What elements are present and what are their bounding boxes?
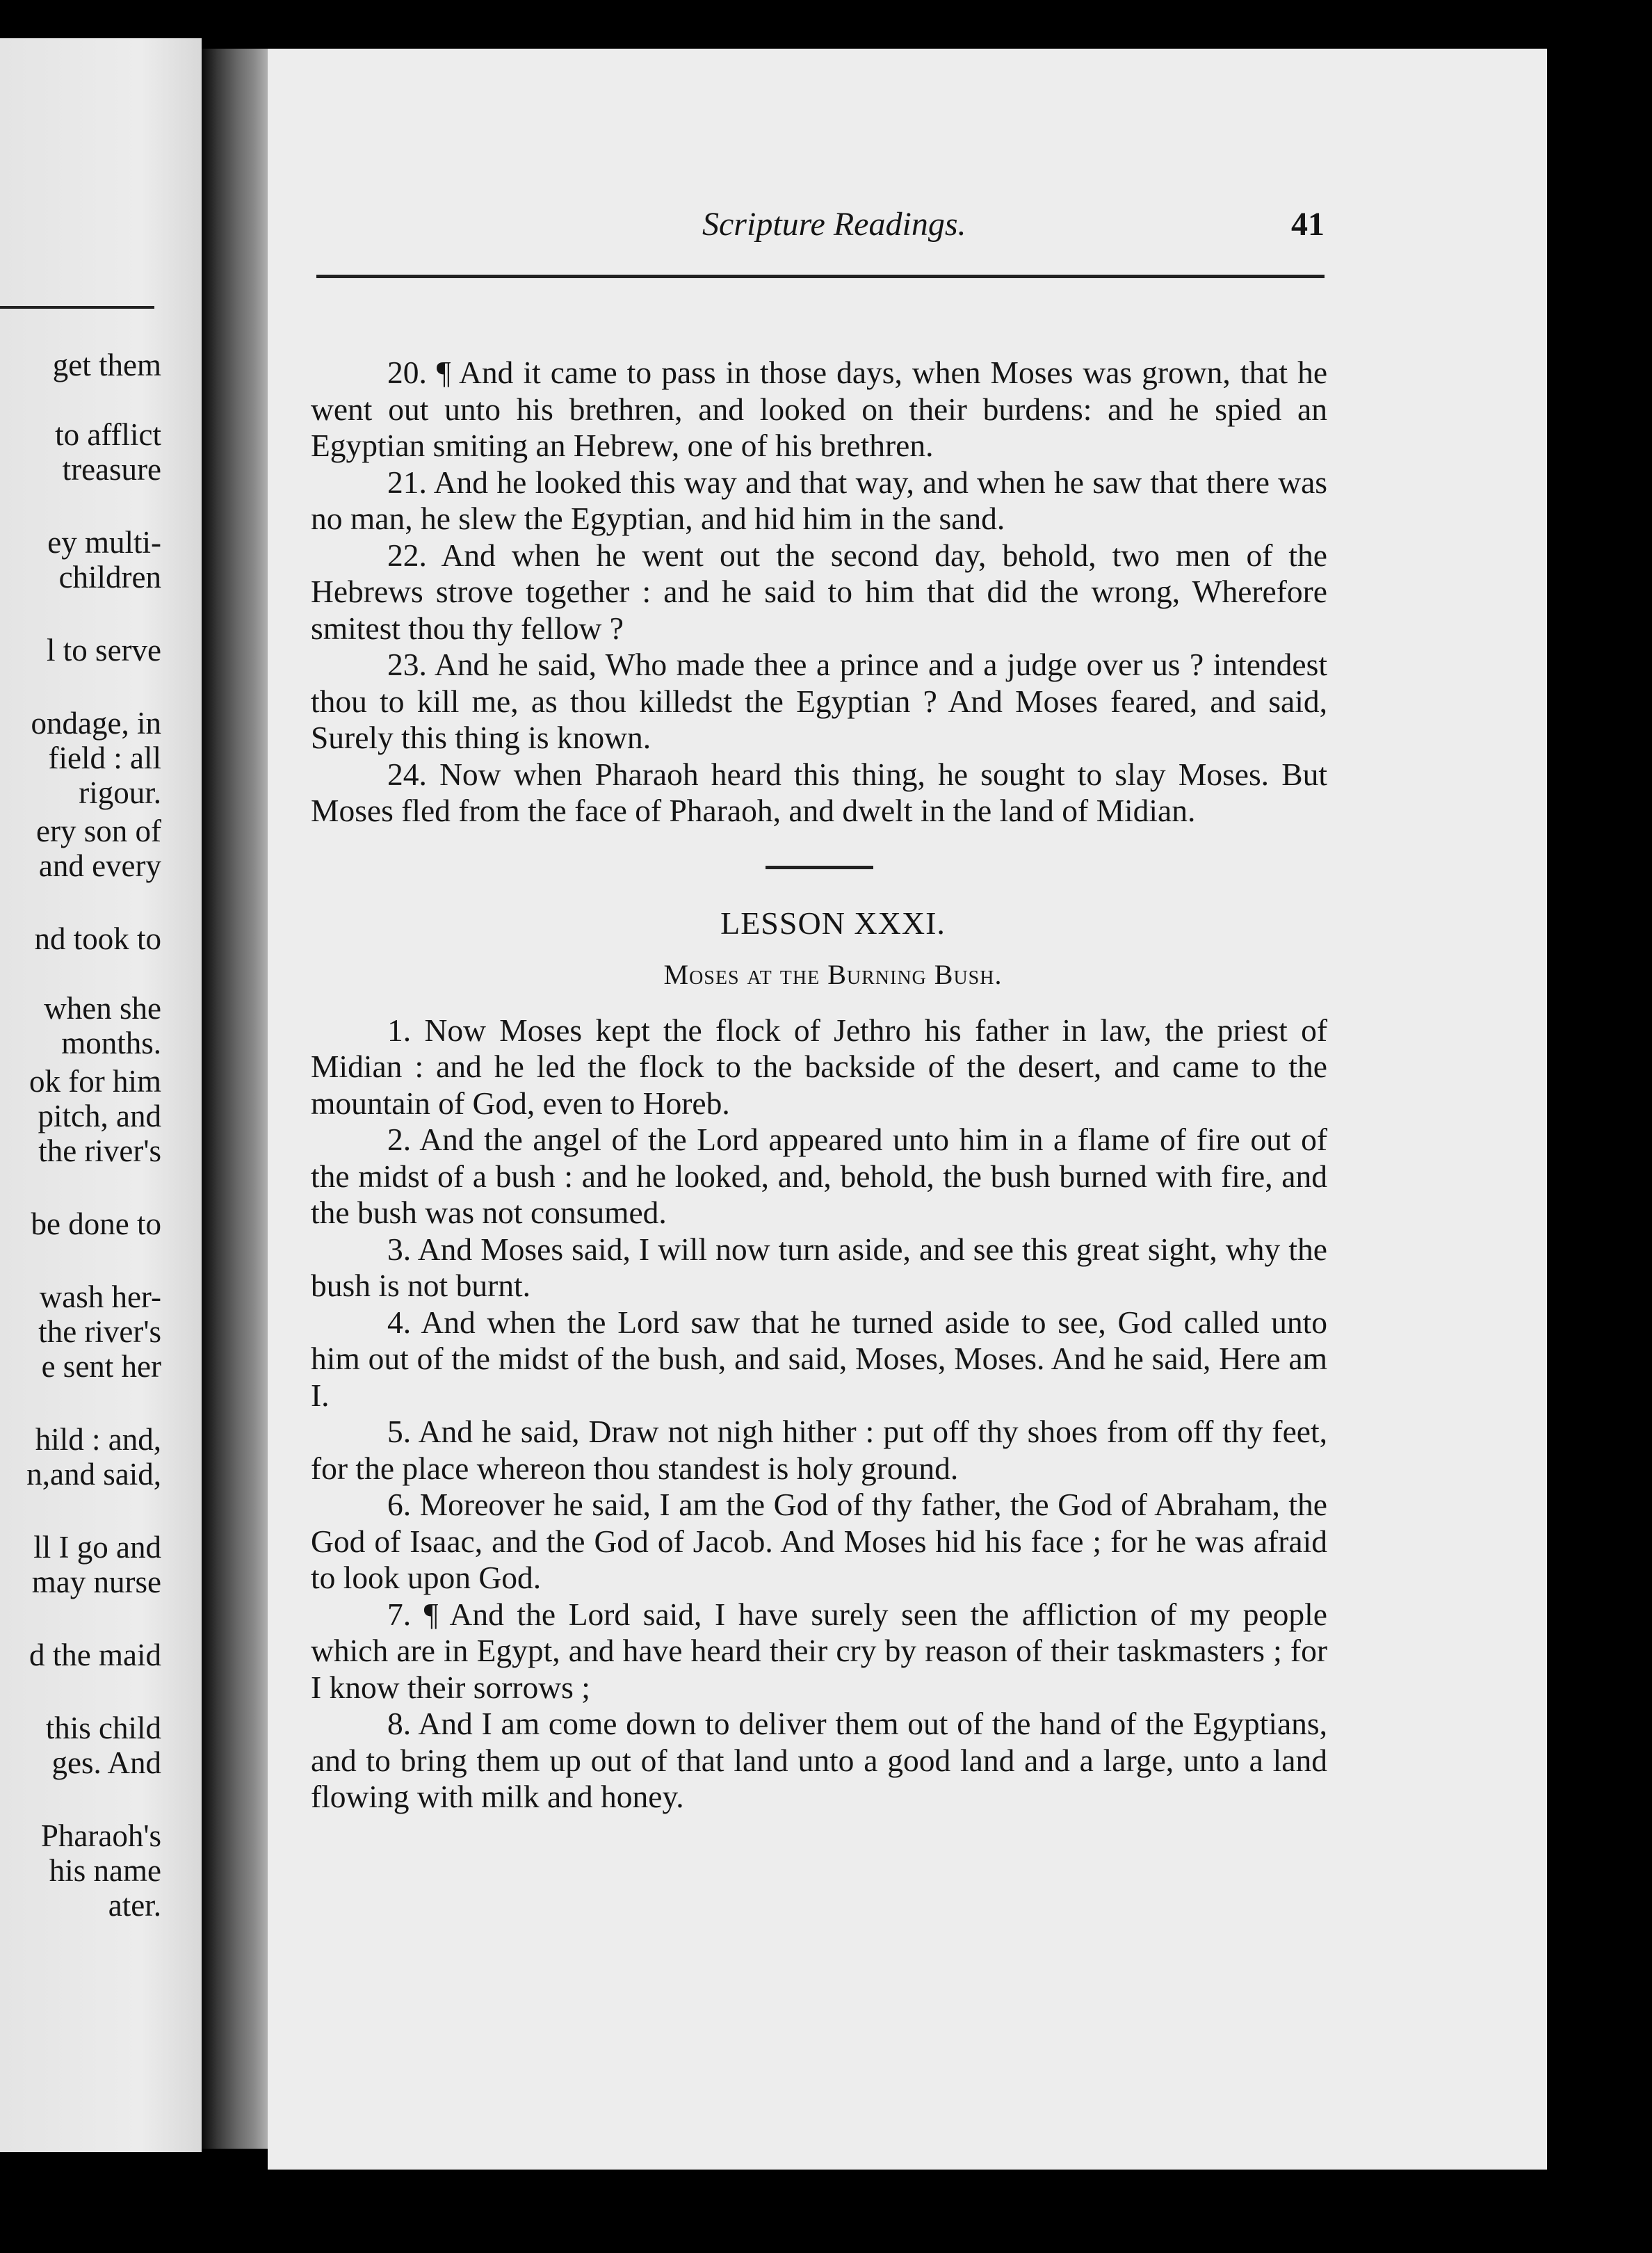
verse-text: And he said, Draw not nigh hither : put off thy shoes from off thy feet, for the place whereon thou standest is holy ground.: [311, 1414, 1327, 1486]
left-page-line: ges. And: [51, 1745, 161, 1780]
left-page-line: ery son of: [36, 814, 161, 848]
verse-text: And Moses said, I will now turn aside, and see this great sight, why the bush is not burnt.: [311, 1231, 1327, 1303]
verse-number: 7.: [387, 1596, 412, 1632]
left-page-line: be done to: [31, 1206, 161, 1241]
verse-number: 5.: [387, 1414, 412, 1449]
verse-text: Moreover he said, I am the God of thy father, the God of Abraham, the God of Isaac, and the God of Jacob. And Moses hid his face ; for he was afraid to look upon God.: [311, 1487, 1327, 1595]
left-page-line: field : all: [48, 741, 161, 775]
page-header: [316, 205, 1325, 247]
lesson-title: LESSON XXXI.: [720, 905, 946, 941]
verse-text: And when he went out the second day, behold, two men of the Hebrews strove together : and he said to him that did the wrong, Wherefore smitest thou thy fellow ?: [311, 537, 1327, 646]
verse-number: 23.: [387, 647, 427, 682]
verse-number: 4.: [387, 1304, 412, 1340]
verse-text: And the angel of the Lord appeared unto him in a flame of fire out of the midst of a bush : and he looked, and, behold, the bush burned with fire, and the bush was not consumed.: [311, 1122, 1327, 1230]
left-page-line: rigour.: [79, 775, 161, 810]
verse-text: And when the Lord saw that he turned aside to see, God called unto him out of the midst of the bush, and said, Moses, Moses. And he said, Here am I.: [311, 1304, 1327, 1413]
left-page-line: d the maid: [29, 1638, 161, 1672]
verse-number: 24.: [387, 756, 427, 792]
verse-text: Now Moses kept the flock of Jethro his father in law, the priest of Midian : and he led the flock to the backside of the desert, and came to the mountain of God, even to Horeb.: [311, 1012, 1327, 1121]
left-page-line: his name: [49, 1853, 161, 1888]
verse: [311, 1706, 1327, 1816]
left-page-line: ater.: [108, 1888, 161, 1923]
page-number: 41: [1291, 206, 1325, 243]
verses-before: [311, 355, 1327, 830]
lesson-subtitle: Moses at the Burning Bush.: [663, 958, 1003, 990]
verse: [311, 1122, 1327, 1232]
section-divider: [766, 866, 873, 869]
left-page-line: wash her-: [39, 1279, 161, 1314]
left-page-line: Pharaoh's: [40, 1818, 161, 1853]
verse-text: And he said, Who made thee a prince and a judge over us ? intendest thou to kill me, as thou killedst the Egyptian ? And Moses feared, and said, Surely this thing is known.: [311, 647, 1327, 755]
verse-number: 6.: [387, 1487, 412, 1522]
verse-text: And he looked this way and that way, and when he saw that there was no man, he slew the Egyptian, and hid him in the sand.: [311, 464, 1327, 536]
verse: [311, 1232, 1327, 1305]
left-page-line: children: [58, 560, 161, 595]
left-page-line: the river's: [38, 1314, 161, 1349]
text-block: [311, 355, 1327, 1816]
verse: [311, 757, 1327, 830]
left-page-line: l to serve: [47, 633, 161, 668]
verse-number: 21.: [387, 464, 427, 500]
verse-number: 20.: [387, 355, 427, 390]
right-page: [268, 49, 1547, 2170]
left-page-line: n,and said,: [26, 1457, 161, 1492]
verse: [311, 1414, 1327, 1487]
verse: [311, 1487, 1327, 1597]
verse: [311, 355, 1327, 465]
left-page-line: to afflict: [55, 417, 161, 452]
verse: [311, 538, 1327, 647]
left-page-line: and every: [38, 848, 161, 883]
verses-after: [311, 1012, 1327, 1816]
verse-number: 3.: [387, 1231, 412, 1267]
left-page-line: nd took to: [34, 921, 161, 956]
header-rule: [316, 275, 1325, 278]
left-page-line: when she: [44, 991, 161, 1026]
verse-number: 2.: [387, 1122, 412, 1157]
left-page-line: get them: [52, 348, 161, 382]
left-page-line: hild : and,: [35, 1422, 161, 1457]
verse-number: 22.: [387, 537, 427, 573]
left-page-line: ey multi-: [47, 525, 161, 560]
verse: [311, 1305, 1327, 1414]
book-gutter-shadow: [202, 49, 268, 2149]
verse-number: 1.: [387, 1012, 412, 1048]
verse-text: ¶ And the Lord said, I have surely seen the affliction of my people which are in Egypt, and have heard their cry by reason of their taskmasters ; for I know their sorrows ;: [311, 1596, 1328, 1705]
verse-text: And I am come down to deliver them out of the hand of the Egyptians, and to bring them up out of that land unto a good land and a large, unto a land flowing with milk and honey.: [311, 1706, 1327, 1814]
verse-number: 8.: [387, 1706, 412, 1741]
verse-text: ¶ And it came to pass in those days, when Moses was grown, that he went out unto his brethren, and looked on their burdens: and he spied an Egyptian smiting an Hebrew, one of his brethren.: [311, 355, 1328, 463]
verse: [311, 647, 1327, 757]
left-facing-page: [0, 38, 202, 2152]
left-page-rule: [0, 306, 154, 309]
verse-text: Now when Pharaoh heard this thing, he sought to slay Moses. But Moses fled from the face of Pharaoh, and dwelt in the land of Midian.: [311, 756, 1327, 828]
left-page-line: ll I go and: [33, 1530, 161, 1565]
left-page-line: the river's: [38, 1133, 161, 1168]
left-page-line: may nurse: [31, 1565, 161, 1599]
left-page-line: pitch, and: [38, 1099, 161, 1133]
verse: [311, 1597, 1327, 1706]
left-page-line: ok for him: [29, 1064, 161, 1099]
verse: [311, 465, 1327, 538]
left-page-line: ondage, in: [31, 706, 161, 741]
left-page-line: this child: [45, 1711, 161, 1745]
left-page-line: e sent her: [41, 1349, 161, 1384]
running-title: Scripture Readings.: [702, 206, 966, 243]
verse: [311, 1012, 1327, 1122]
left-page-line: months.: [61, 1026, 161, 1060]
left-page-line: treasure: [62, 452, 161, 487]
